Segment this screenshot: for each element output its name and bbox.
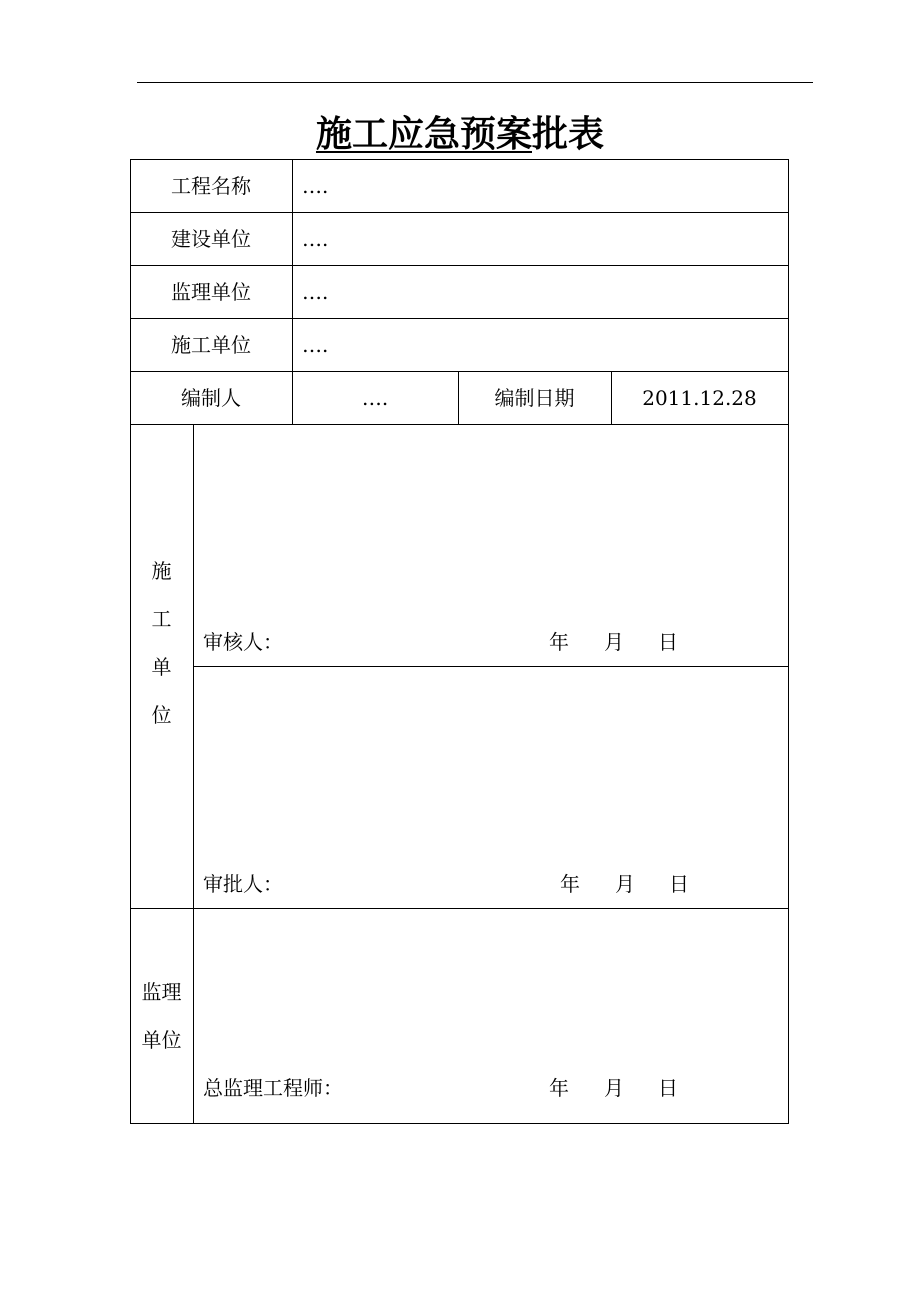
title-rest: 批表: [532, 113, 605, 155]
compile-date-label: 编制日期: [494, 386, 575, 410]
compiler-value[interactable]: ….: [361, 386, 389, 410]
construction-unit-label: 施工单位: [171, 333, 251, 357]
page-title: [0, 112, 920, 156]
approver-day: 日: [669, 872, 689, 896]
construction-unit-value[interactable]: ….: [302, 333, 329, 357]
reviewer-day: 日: [658, 630, 678, 654]
project-name-label: 工程名称: [171, 174, 251, 198]
owner-unit-label: 建设单位: [171, 227, 251, 251]
engineer-year: 年: [549, 1076, 569, 1100]
reviewer-year: 年: [549, 630, 569, 654]
header-rule: [137, 82, 813, 83]
supervision-unit-value[interactable]: ….: [302, 280, 329, 304]
approver-month: 月: [615, 872, 635, 896]
approval-table: [130, 159, 789, 1124]
title-underlined: 施工应急预案: [315, 113, 532, 155]
supervision-unit-label: 监理单位: [171, 280, 251, 304]
reviewer-month: 月: [604, 630, 624, 654]
supervision-side-label: 监理 单位: [141, 980, 182, 1052]
project-name-value[interactable]: ….: [302, 174, 329, 198]
construction-side-label: 施 工 单 位: [151, 559, 172, 727]
approver-label: 审批人：: [203, 872, 283, 896]
reviewer-label: 审核人：: [203, 630, 283, 654]
chief-engineer-label: 总监理工程师：: [203, 1076, 343, 1100]
compile-date-value[interactable]: 2011.12.28: [642, 386, 757, 410]
engineer-day: 日: [658, 1076, 678, 1100]
engineer-month: 月: [604, 1076, 624, 1100]
compiler-label: 编制人: [181, 386, 241, 410]
approver-year: 年: [560, 872, 580, 896]
owner-unit-value[interactable]: ….: [302, 227, 329, 251]
